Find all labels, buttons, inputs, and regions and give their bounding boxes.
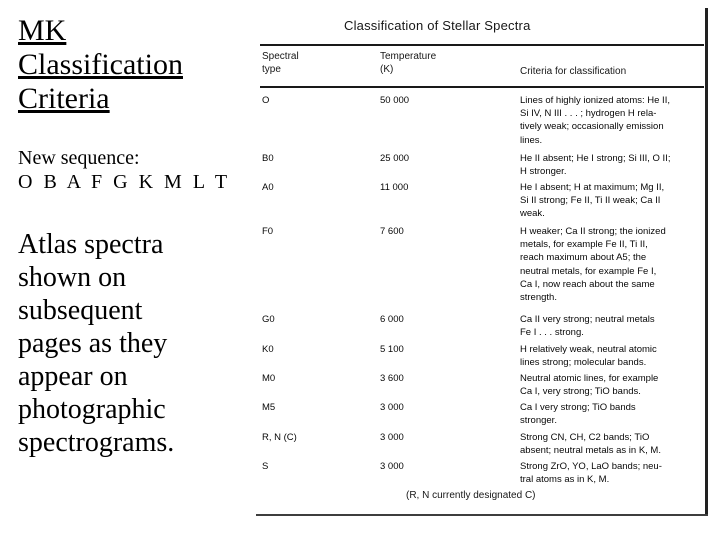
cell-criteria <box>520 152 698 178</box>
sequence-label: New sequence: <box>18 147 140 169</box>
column-header-criteria: Criteria for classification <box>520 66 627 77</box>
criteria-line: Ca I, very strong; TiO bands. <box>520 386 641 398</box>
cell-temperature: 11 000 <box>380 182 409 193</box>
cell-criteria <box>520 401 698 427</box>
criteria-line: He I absent; H at maximum; Mg II, <box>520 182 665 193</box>
criteria-line: Fe I . . . strong. <box>520 327 584 339</box>
atlas-line: pages as they <box>18 328 168 359</box>
cell-temperature: 3 000 <box>380 461 404 472</box>
column-header-line: (K) <box>380 64 394 75</box>
criteria-line: Neutral atomic lines, for example <box>520 373 659 384</box>
scan-edge-bottom <box>256 514 708 516</box>
criteria-line: H weaker; Ca II strong; the ionized <box>520 226 666 237</box>
table-rule-top <box>260 44 704 46</box>
column-header-line: Temperature <box>380 51 437 62</box>
cell-criteria <box>520 313 698 339</box>
cell-spectral-type: A0 <box>262 182 274 193</box>
sequence-value: O B A F G K M L T <box>18 171 231 193</box>
criteria-line: tively weak; occasionally emission <box>520 121 664 133</box>
criteria-line: Lines of highly ionized atoms: He II, <box>520 95 670 106</box>
criteria-line: absent; neutral metals as in K, M. <box>520 445 661 457</box>
cell-criteria <box>520 431 698 457</box>
cell-spectral-type: M5 <box>262 402 276 413</box>
cell-temperature: 6 000 <box>380 314 404 325</box>
atlas-line: photographic <box>18 394 166 425</box>
table-footnote: (R, N currently designated C) <box>406 490 536 501</box>
cell-criteria <box>520 343 698 369</box>
cell-spectral-type: B0 <box>262 153 274 164</box>
criteria-line: H stronger. <box>520 166 567 178</box>
criteria-line: tral atoms as in K, M. <box>520 474 610 486</box>
cell-temperature: 50 000 <box>380 95 410 106</box>
cell-temperature: 3 600 <box>380 373 404 384</box>
cell-criteria <box>520 460 698 486</box>
column-header-temperature <box>380 50 436 76</box>
criteria-line: Ca II very strong; neutral metals <box>520 314 655 325</box>
criteria-line: Ca I very strong; TiO bands <box>520 402 636 413</box>
left-text-column <box>18 14 248 459</box>
criteria-line: He II absent; He I strong; Si III, O II; <box>520 153 671 164</box>
column-header-line: Spectral <box>262 51 299 62</box>
cell-temperature: 3 000 <box>380 432 404 443</box>
atlas-line: shown on <box>18 262 127 293</box>
cell-temperature: 3 000 <box>380 402 404 413</box>
cell-spectral-type: K0 <box>262 344 274 355</box>
title-line: Criteria <box>18 82 110 115</box>
cell-spectral-type: S <box>262 461 269 472</box>
scanned-table <box>256 8 708 516</box>
cell-temperature: 5 100 <box>380 344 404 355</box>
cell-spectral-type: R, N (C) <box>262 432 297 443</box>
cell-criteria <box>520 225 698 304</box>
criteria-line: metals, for example Fe II, Ti II, <box>520 239 648 251</box>
table-title: Classification of Stellar Spectra <box>344 18 531 33</box>
slide-title <box>18 14 248 116</box>
criteria-line: strength. <box>520 292 557 304</box>
criteria-line: Strong CN, CH, C2 bands; TiO <box>520 432 650 443</box>
scan-edge-right <box>705 8 708 516</box>
criteria-line: neutral metals, for example Fe I, <box>520 265 657 277</box>
title-line: MK <box>18 14 67 47</box>
criteria-line: lines strong; molecular bands. <box>520 357 647 369</box>
atlas-line: subsequent <box>18 295 143 326</box>
criteria-line: Si II strong; Fe II, Ti II weak; Ca II <box>520 195 661 207</box>
cell-spectral-type: M0 <box>262 373 276 384</box>
cell-temperature: 7 600 <box>380 226 404 237</box>
criteria-line: Strong ZrO, YO, LaO bands; neu- <box>520 461 662 472</box>
cell-spectral-type: F0 <box>262 226 274 237</box>
table-rule-header <box>260 86 704 88</box>
atlas-line: appear on <box>18 361 128 392</box>
cell-spectral-type: O <box>262 95 270 106</box>
cell-temperature: 25 000 <box>380 153 410 164</box>
atlas-line: Atlas spectra <box>18 229 164 260</box>
criteria-line: Ca I, now reach about the same <box>520 278 655 290</box>
atlas-note <box>18 228 248 459</box>
criteria-line: H relatively weak, neutral atomic <box>520 344 657 355</box>
cell-criteria <box>520 372 698 398</box>
criteria-line: stronger. <box>520 415 557 427</box>
title-line: Classification <box>18 48 183 81</box>
atlas-line: spectrograms. <box>18 427 175 458</box>
cell-criteria <box>520 181 698 221</box>
cell-spectral-type: G0 <box>262 314 275 325</box>
column-header-line: type <box>262 64 281 75</box>
criteria-line: weak. <box>520 208 545 220</box>
criteria-line: reach maximum about A5; the <box>520 252 647 264</box>
criteria-line: lines. <box>520 134 543 146</box>
column-header-type <box>262 50 299 76</box>
criteria-line: Si IV, N III . . . ; hydrogen H rela- <box>520 108 657 120</box>
cell-criteria <box>520 94 698 147</box>
